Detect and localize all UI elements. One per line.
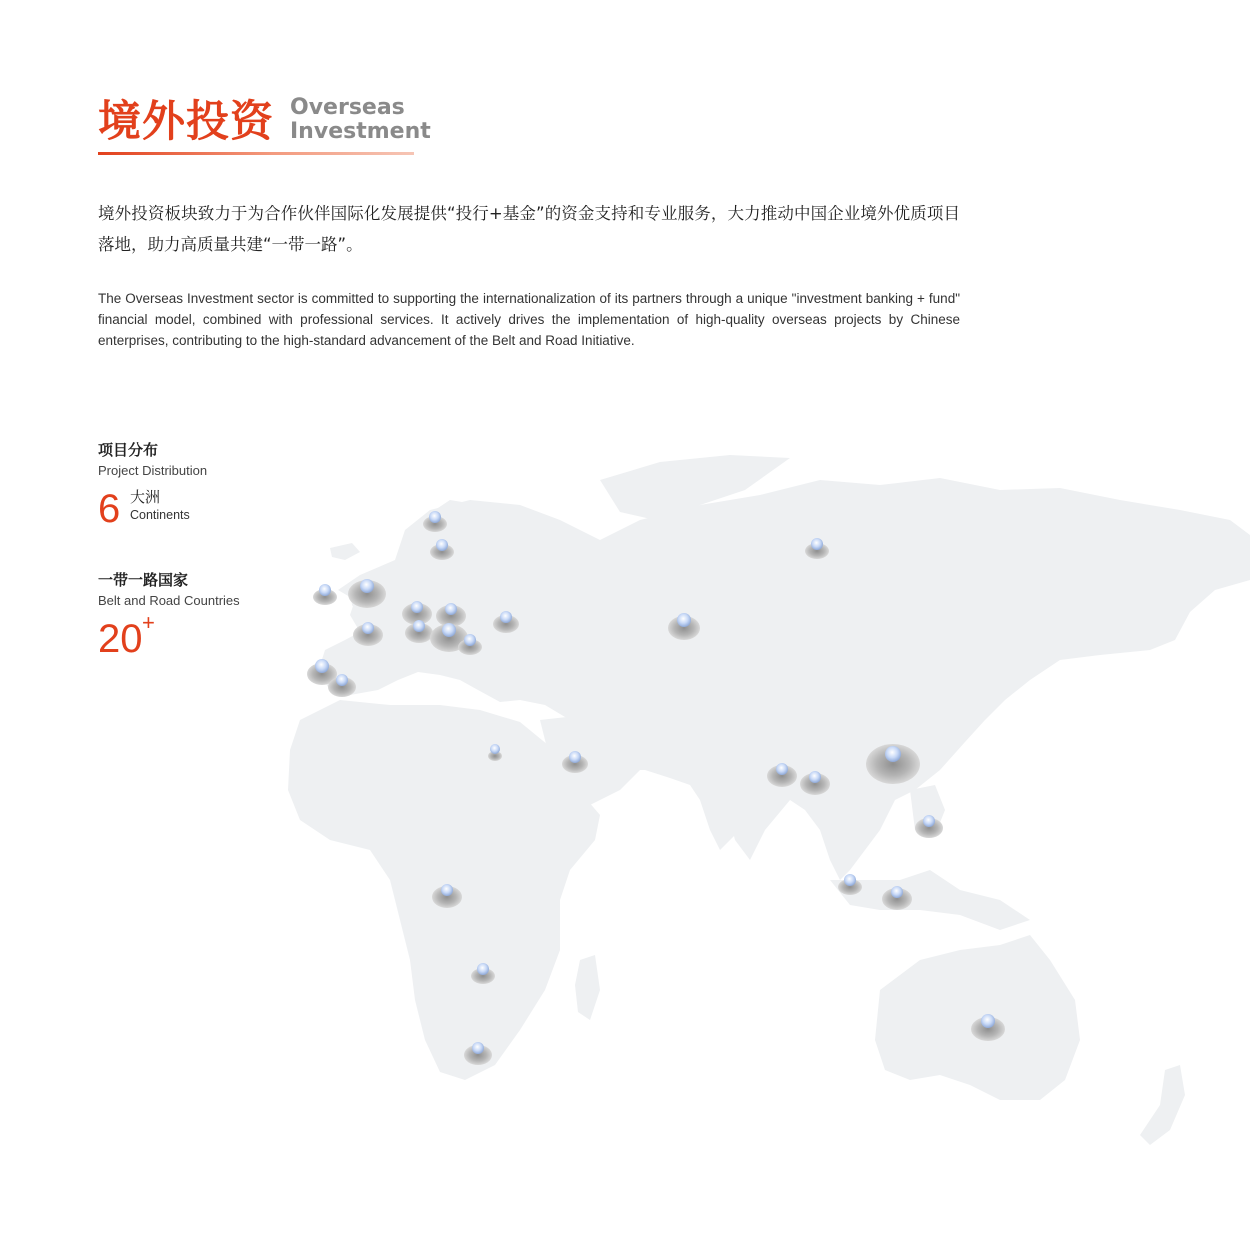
plus-suffix: +: [142, 610, 155, 635]
unit-cn: 大洲: [130, 488, 161, 506]
stat-value-row: [98, 486, 318, 532]
countries-count: 20: [98, 617, 143, 661]
stat-title-en: Project Distribution: [98, 463, 208, 478]
intro-text-en: The Overseas Investment sector is committed to supporting the internationalization of its partners through a unique "investment banking + fund" financial model, combined with professional services. It actively drives the implementation of high-quality overseas projects by Chinese enterprises, contributing to the high-standard advancement of the Belt and Road Initiative.: [98, 291, 960, 348]
marker: [866, 744, 920, 784]
subtitle-line-1: Overseas: [290, 95, 405, 120]
stat-title-cn: 一带一路国家: [98, 571, 189, 589]
unit-en: Continents: [130, 508, 190, 522]
subtitle-line-2: Investment: [290, 119, 431, 144]
stat-title-en: Belt and Road Countries: [98, 593, 240, 608]
stat-belt-road: [98, 570, 318, 662]
land-masses: [288, 455, 1250, 1145]
continents-count: 6: [98, 487, 121, 531]
stat-value-row: [98, 610, 318, 662]
stat-distribution: [98, 440, 318, 532]
page-title: 境外投资: [98, 97, 274, 147]
stat-unit: [130, 488, 190, 524]
stat-title-cn: 项目分布: [98, 441, 159, 459]
stats-panel: [98, 440, 318, 662]
intro-text-cn: 境外投资板块致力于为合作伙伴国际化发展提供“投行+基金”的资金支持和专业服务，大力推动中国企业境外优质项目落地，助力高质量共建“一带一路”。: [98, 204, 960, 254]
